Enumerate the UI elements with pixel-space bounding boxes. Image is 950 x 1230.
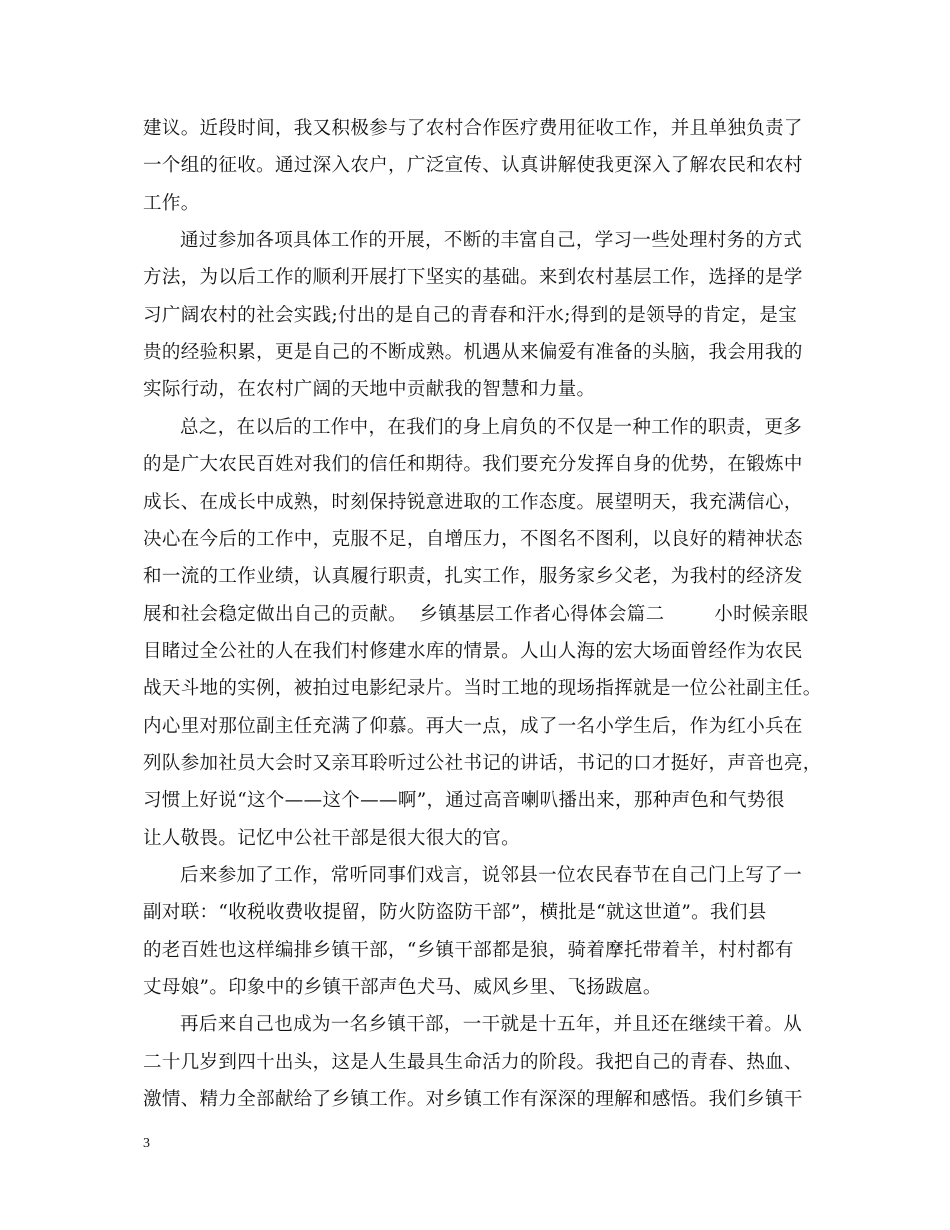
text-line: 习广阔农村的社会实践;付出的是自己的青春和汗水;得到的是领导的肯定，是宝 [143, 305, 798, 326]
text-line: 让人敬畏。记忆中公社干部是很大很大的官。 [143, 828, 521, 849]
text-line: 决心在今后的工作中，克服不足，自增压力，不图名不图利，以良好的精神状态 [143, 529, 803, 550]
text-line: 副对联：“收税收费收提留，防火防盗防干部”，横批是“就这世道”。我们县 [143, 902, 767, 923]
text-line: 目睹过全公社的人在我们村修建水库的情景。人山人海的宏大场面曾经作为农民 [143, 641, 803, 662]
page-number: 3 [143, 1136, 150, 1151]
text-line: 的老百姓也这样编排乡镇干部，“乡镇干部都是狼，骑着摩托带着羊，村村都有 [143, 940, 794, 961]
paragraph-first-line: 通过参加各项具体工作的开展，不断的丰富自己，学习一些处理村务的方式 [180, 230, 803, 251]
text-line: 内心里对那位副主任充满了仰慕。再大一点，成了一名小学生后，作为红小兵在 [143, 716, 803, 737]
text-line: 激情、精力全部献给了乡镇工作。对乡镇工作有深深的理解和感悟。我们乡镇干 [143, 1089, 803, 1110]
text-line: 一个组的征收。通过深入农户，广泛宣传、认真讲解使我更深入了解农民和农村 [143, 155, 803, 176]
text-line: 二十几岁到四十出头，这是人生最具生命活力的阶段。我把自己的青春、热血、 [143, 1052, 803, 1073]
text-line-with-section-title: 展和社会稳定做出自己的贡献。 乡镇基层工作者心得体会篇二 小时候亲眼 [143, 604, 809, 625]
text-line: 丈母娘”。印象中的乡镇干部声色犬马、威风乡里、飞扬跋扈。 [143, 977, 662, 998]
text-line: 战天斗地的实例，被拍过电影纪录片。当时工地的现场指挥就是一位公社副主任。 [143, 678, 822, 699]
text-line: 成长、在成长中成熟，时刻保持锐意进取的工作态度。展望明天，我充满信心， [143, 492, 803, 513]
text-line: 建议。近段时间，我又积极参与了农村合作医疗费用征收工作，并且单独负责了 [143, 118, 803, 139]
text-line: 列队参加社员大会时又亲耳聆听过公社书记的讲话，书记的口才挺好，声音也亮， [143, 753, 822, 774]
text-line: 工作。 [143, 193, 200, 214]
text-line: 和一流的工作业绩，认真履行职责，扎实工作，服务家乡父老，为我村的经济发 [143, 566, 803, 587]
text-line: 方法，为以后工作的顺利开展打下坚实的基础。来到农村基层工作，选择的是学 [143, 267, 803, 288]
paragraph-first-line: 总之，在以后的工作中，在我们的身上肩负的不仅是一种工作的职责，更多 [180, 417, 803, 438]
text-line: 的是广大农民百姓对我们的信任和期待。我们要充分发挥自身的优势，在锻炼中 [143, 454, 803, 475]
text-line: 实际行动，在农村广阔的天地中贡献我的智慧和力量。 [143, 379, 596, 400]
text-line: 习惯上好说“这个——这个——啊”，通过高音喇叭播出来，那种声色和气势很 [143, 790, 785, 811]
text-line: 贵的经验积累，更是自己的不断成熟。机遇从来偏爱有准备的头脑，我会用我的 [143, 342, 803, 363]
paragraph-first-line: 后来参加了工作，常听同事们戏言，说邻县一位农民春节在自己门上写了一 [180, 865, 803, 886]
paragraph-first-line: 再后来自己也成为一名乡镇干部，一干就是十五年，并且还在继续干着。从 [180, 1014, 803, 1035]
